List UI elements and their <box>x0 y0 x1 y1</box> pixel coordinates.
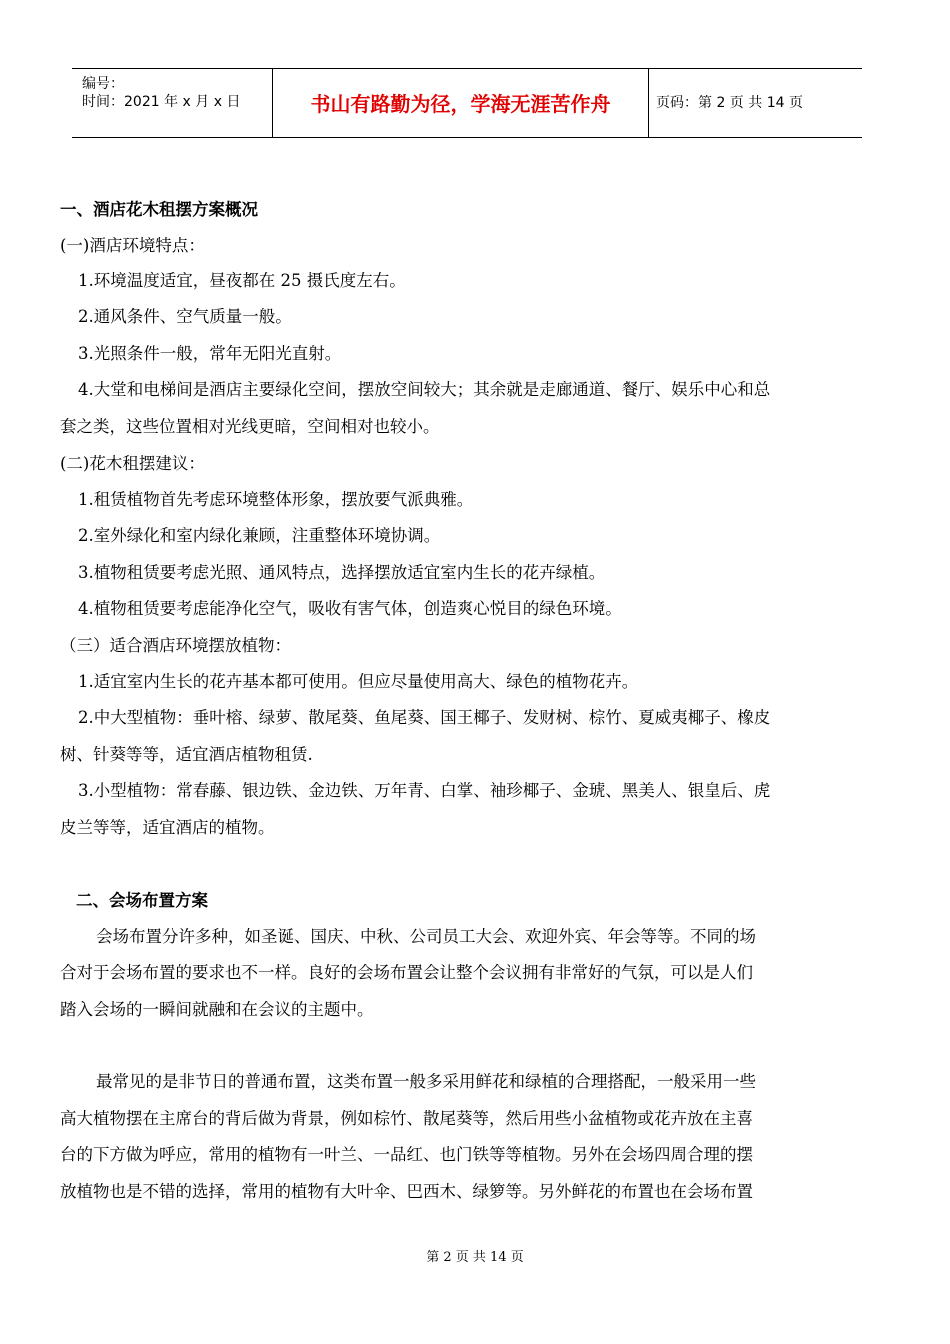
paragraph-line: 最常见的是非节日的普通布置，这类布置一般多采用鲜花和绿植的合理搭配，一般采用一些 <box>96 1072 756 1091</box>
paragraph-line: 合对于会场布置的要求也不一样。良好的会场布置会让整个会议拥有非常好的气氛，可以是人们 <box>60 963 753 982</box>
paragraph-line: 1.适宜室内生长的花卉基本都可使用。但应尽量使用高大、绿色的植物花卉。 <box>78 672 639 691</box>
header-table <box>72 68 862 138</box>
page-number-label: 页码：第 2 页 共 14 页 <box>656 95 803 111</box>
paragraph-line: 高大植物摆在主席台的背后做为背景，例如棕竹、散尾葵等，然后用些小盆植物或花卉放在主喜 <box>60 1109 753 1128</box>
paragraph-line: 4.植物租赁要考虑能净化空气，吸收有害气体，创造爽心悦目的绿色环境。 <box>78 599 622 618</box>
paragraph-line: 皮兰等等，适宜酒店的植物。 <box>60 818 275 837</box>
document-time-label: 时间：2021 年 x 月 x 日 <box>82 94 241 110</box>
header-motto: 书山有路勤为径，学海无涯苦作舟 <box>310 92 611 116</box>
paragraph-line: 放植物也是不错的选择，常用的植物有大叶伞、巴西木、绿箩等。另外鲜花的布置也在会场布置 <box>60 1182 753 1201</box>
section-heading-1: 一、酒店花木租摆方案概况 <box>60 200 258 219</box>
paragraph-line: 套之类，这些位置相对光线更暗，空间相对也较小。 <box>60 417 440 436</box>
header-left-cell <box>72 69 272 137</box>
header-right-cell <box>648 69 862 137</box>
section-heading-2: 二、会场布置方案 <box>76 891 208 910</box>
paragraph-line: 3.植物租赁要考虑光照、通风特点，选择摆放适宜室内生长的花卉绿植。 <box>78 563 606 582</box>
paragraph-line: 踏入会场的一瞬间就融和在会议的主题中。 <box>60 1000 374 1019</box>
subsection-heading: (一)酒店环境特点： <box>60 236 205 255</box>
subsection-heading: （三）适合酒店环境摆放植物： <box>60 636 291 655</box>
paragraph-line: 树、针葵等等，适宜酒店植物租赁. <box>60 745 313 764</box>
subsection-heading: (二)花木租摆建议： <box>60 454 205 473</box>
paragraph-line: 1.环境温度适宜，昼夜都在 25 摄氏度左右。 <box>78 271 406 290</box>
page-footer: 第 2 页 共 14 页 <box>426 1250 524 1265</box>
paragraph-line: 2.通风条件、空气质量一般。 <box>78 307 292 326</box>
paragraph-line: 会场布置分许多种，如圣诞、国庆、中秋、公司员工大会、欢迎外宾、年会等等。不同的场 <box>96 927 756 946</box>
paragraph-line: 2.室外绿化和室内绿化兼顾，注重整体环境协调。 <box>78 526 441 545</box>
header-middle-cell <box>272 69 649 137</box>
paragraph-line: 4.大堂和电梯间是酒店主要绿化空间，摆放空间较大；其余就是走廊通道、餐厅、娱乐中心和总 <box>78 380 771 399</box>
document-number-label: 编号： <box>82 76 124 92</box>
paragraph-line: 台的下方做为呼应，常用的植物有一叶兰、一品红、也门铁等等植物。另外在会场四周合理的摆 <box>60 1145 753 1164</box>
paragraph-line: 3.光照条件一般，常年无阳光直射。 <box>78 344 342 363</box>
paragraph-line: 2.中大型植物：垂叶榕、绿萝、散尾葵、鱼尾葵、国王椰子、发财树、棕竹、夏威夷椰子、橡皮 <box>78 708 771 727</box>
paragraph-line: 3.小型植物：常春藤、银边铁、金边铁、万年青、白掌、袖珍椰子、金琥、黑美人、银皇后、虎 <box>78 781 771 800</box>
paragraph-line: 1.租赁植物首先考虑环境整体形象，摆放要气派典雅。 <box>78 490 474 509</box>
